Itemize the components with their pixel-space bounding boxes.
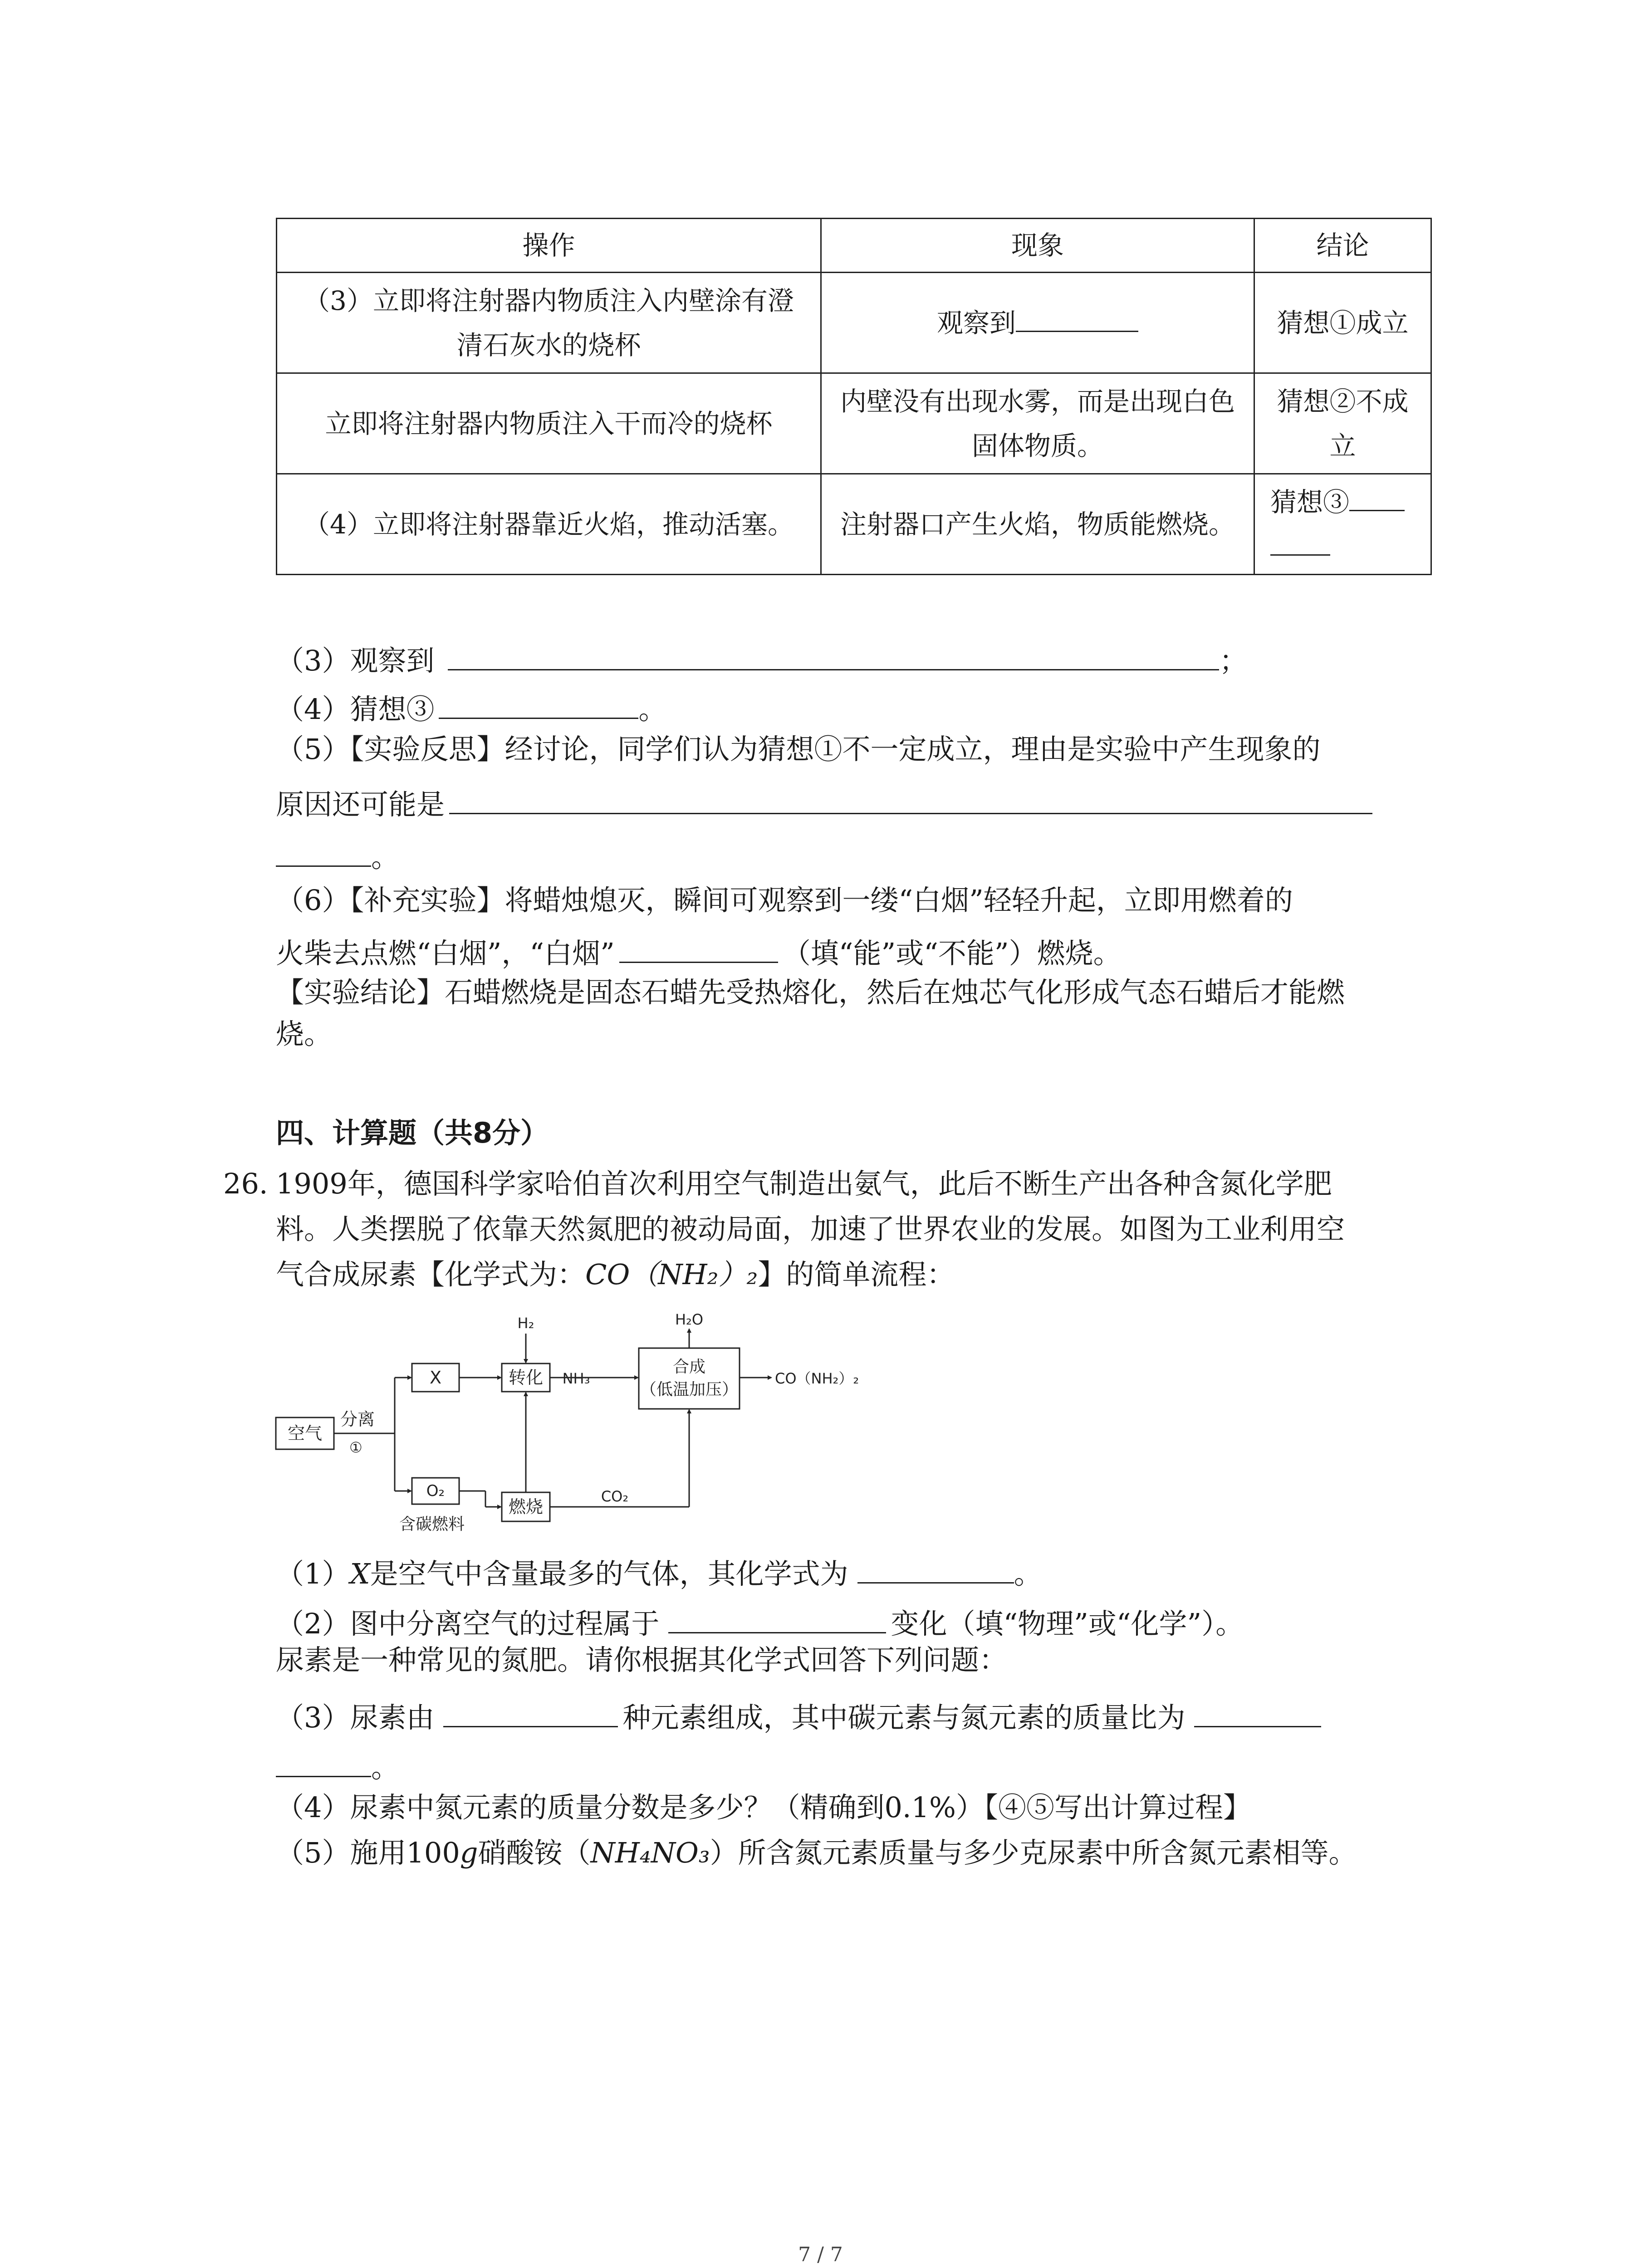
separate-label: 分离 [340, 1409, 375, 1429]
q26-1-x: X [350, 1557, 370, 1590]
q26-5-pre: （5）施用100 [276, 1836, 460, 1869]
q26-intro: 尿素是一种常见的氮肥。请你根据其化学式回答下列问题： [276, 1643, 1008, 1677]
q26-text-1: 1909年，德国科学家哈伯首次利用空气制造出氨气，此后不断生产出各种含氮化学肥 [276, 1167, 1332, 1200]
q25-5-blank[interactable] [449, 781, 1372, 814]
q25-5-end: 。 [371, 841, 400, 874]
row3-answer-blank[interactable] [1349, 480, 1405, 511]
q25-line-6a: （6）【补充实验】将蜡烛熄灭，瞬间可观察到一缕“白烟”轻轻升起，立即用燃着的 [276, 884, 1293, 917]
q25-3-label: （3）观察到 [276, 644, 435, 677]
q26-part-4: （4）尿素中氮元素的质量分数是多少？（精确到0.1%）【④⑤写出计算过程】 [276, 1791, 1251, 1824]
q26-1-pre: （1） [276, 1557, 350, 1590]
x-label: X [429, 1368, 442, 1388]
q25-line-6b [276, 930, 1122, 972]
header-phenomenon: 现象 [821, 219, 1254, 273]
row1-conclusion: 猜想①成立 [1254, 273, 1431, 373]
q26-number: 26. [223, 1167, 268, 1200]
h2-label: H₂ [517, 1315, 534, 1332]
synth-condition-label: （低温加压） [640, 1380, 739, 1399]
row3-conclusion [1254, 474, 1431, 575]
q26-5-g: g [460, 1836, 478, 1869]
q25-3-blank[interactable] [448, 637, 1219, 670]
q25-5-label: 原因还可能是 [276, 788, 445, 821]
row3-answer-blank-2[interactable] [1270, 524, 1330, 556]
q26-1-mid: 是空气中含量最多的气体，其化学式为 [370, 1557, 848, 1590]
conclusion-line-2: 烧。 [276, 1017, 333, 1051]
nh3-label: NH₃ [562, 1370, 590, 1387]
q25-4-end: 。 [638, 693, 667, 726]
fuel-label: 含碳燃料 [399, 1515, 465, 1534]
row1-phenomenon-text: 观察到 [936, 307, 1016, 338]
q26-3-blank[interactable] [443, 1694, 618, 1727]
page-number: 7 / 7 [798, 2243, 843, 2266]
row2-operation: 立即将注射器内物质注入干而冷的烧杯 [277, 373, 821, 474]
burn-label: 燃烧 [508, 1497, 544, 1517]
q25-line-4 [276, 686, 666, 728]
q26-part-3-cont [276, 1744, 399, 1786]
q26-part-2 [276, 1600, 1244, 1642]
synth-label: 合成 [672, 1358, 706, 1376]
convert-label: 转化 [508, 1368, 544, 1388]
q26-text-3-post: 】的简单流程： [758, 1258, 955, 1291]
q26-3-blank-2-cont[interactable] [276, 1744, 371, 1777]
q26-1-blank[interactable] [857, 1550, 1014, 1584]
row3-conclusion-text: 猜想③ [1270, 486, 1350, 518]
q25-4-blank[interactable] [439, 686, 638, 719]
product-label: CO（NH₂）₂ [775, 1370, 859, 1387]
o2-label: O₂ [426, 1482, 445, 1500]
row1-answer-blank[interactable] [1016, 301, 1138, 332]
row1-operation: （3）立即将注射器内物质注入内壁涂有澄清石灰水的烧杯 [277, 273, 821, 373]
q26-3-blank-2[interactable] [1194, 1694, 1321, 1727]
q26-3-end: 。 [371, 1751, 400, 1784]
table-row [277, 373, 1431, 474]
header-conclusion: 结论 [1254, 219, 1431, 273]
table-row [277, 474, 1431, 575]
q25-6-pre: 火柴去点燃“白烟”，“白烟” [276, 937, 615, 970]
q26-text-3-pre: 气合成尿素【化学式为： [276, 1258, 586, 1291]
urea-flow-diagram [272, 1311, 916, 1538]
h2o-label: H₂O [675, 1311, 704, 1328]
table-row [277, 273, 1431, 373]
q25-line-3 [276, 637, 1247, 679]
q25-line-5c [276, 834, 399, 875]
row2-phenomenon: 内壁没有出现水雾，而是出现白色固体物质。 [821, 373, 1254, 474]
q26-2-pre: （2）图中分离空气的过程属于 [276, 1607, 660, 1640]
q26-2-blank[interactable] [668, 1600, 886, 1633]
header-operation: 操作 [277, 219, 821, 273]
table-header-row [277, 219, 1431, 273]
q26-part-3 [276, 1694, 1321, 1736]
row2-conclusion: 猜想②不成立 [1254, 373, 1431, 474]
q26-3-pre: （3）尿素由 [276, 1701, 435, 1734]
q26-text-3 [276, 1256, 955, 1293]
q26-part-5 [276, 1835, 1357, 1871]
section-title: 四、计算题（共8分） [276, 1116, 549, 1149]
q25-4-label: （4）猜想③ [276, 693, 435, 726]
q26-part-1 [276, 1550, 1042, 1592]
row1-phenomenon [821, 273, 1254, 373]
row3-phenomenon: 注射器口产生火焰，物质能燃烧。 [821, 474, 1254, 575]
experiment-table [276, 218, 1432, 575]
co2-label: CO₂ [601, 1488, 629, 1505]
q26-2-post: 变化（填“物理”或“化学”）。 [891, 1607, 1244, 1640]
q25-line-5a: （5）【实验反思】经讨论，同学们认为猜想①不一定成立，理由是实验中产生现象的 [276, 733, 1321, 766]
conclusion-line-1: 【实验结论】石蜡燃烧是固态石蜡先受热熔化，然后在烛芯气化形成气态石蜡后才能燃 [276, 976, 1345, 1009]
q26-5-mid: 硝酸铵（ [478, 1836, 591, 1869]
q26-3-post: 种元素组成，其中碳元素与氮元素的质量比为 [622, 1701, 1185, 1734]
q25-3-end: ； [1219, 644, 1248, 677]
q26-1-end: 。 [1014, 1557, 1042, 1590]
q26-text-2: 料。人类摆脱了依靠天然氮肥的被动局面，加速了世界农业的发展。如图为工业利用空 [276, 1212, 1345, 1246]
q26-5-post: ）所含氮元素质量与多少克尿素中所含氮元素相等。 [710, 1836, 1357, 1869]
step-label: ① [349, 1439, 362, 1456]
row3-operation: （4）立即将注射器靠近火焰，推动活塞。 [277, 474, 821, 575]
air-label: 空气 [287, 1423, 323, 1443]
q25-6-post: （填“能”或“不能”）燃烧。 [782, 937, 1122, 970]
urea-formula: CO（NH₂）₂ [585, 1258, 758, 1291]
q25-6-blank[interactable] [619, 930, 778, 963]
q25-5-blank-cont[interactable] [276, 834, 371, 867]
ammonium-nitrate-formula: NH₄NO₃ [590, 1836, 710, 1869]
q25-line-5b [276, 781, 1372, 823]
